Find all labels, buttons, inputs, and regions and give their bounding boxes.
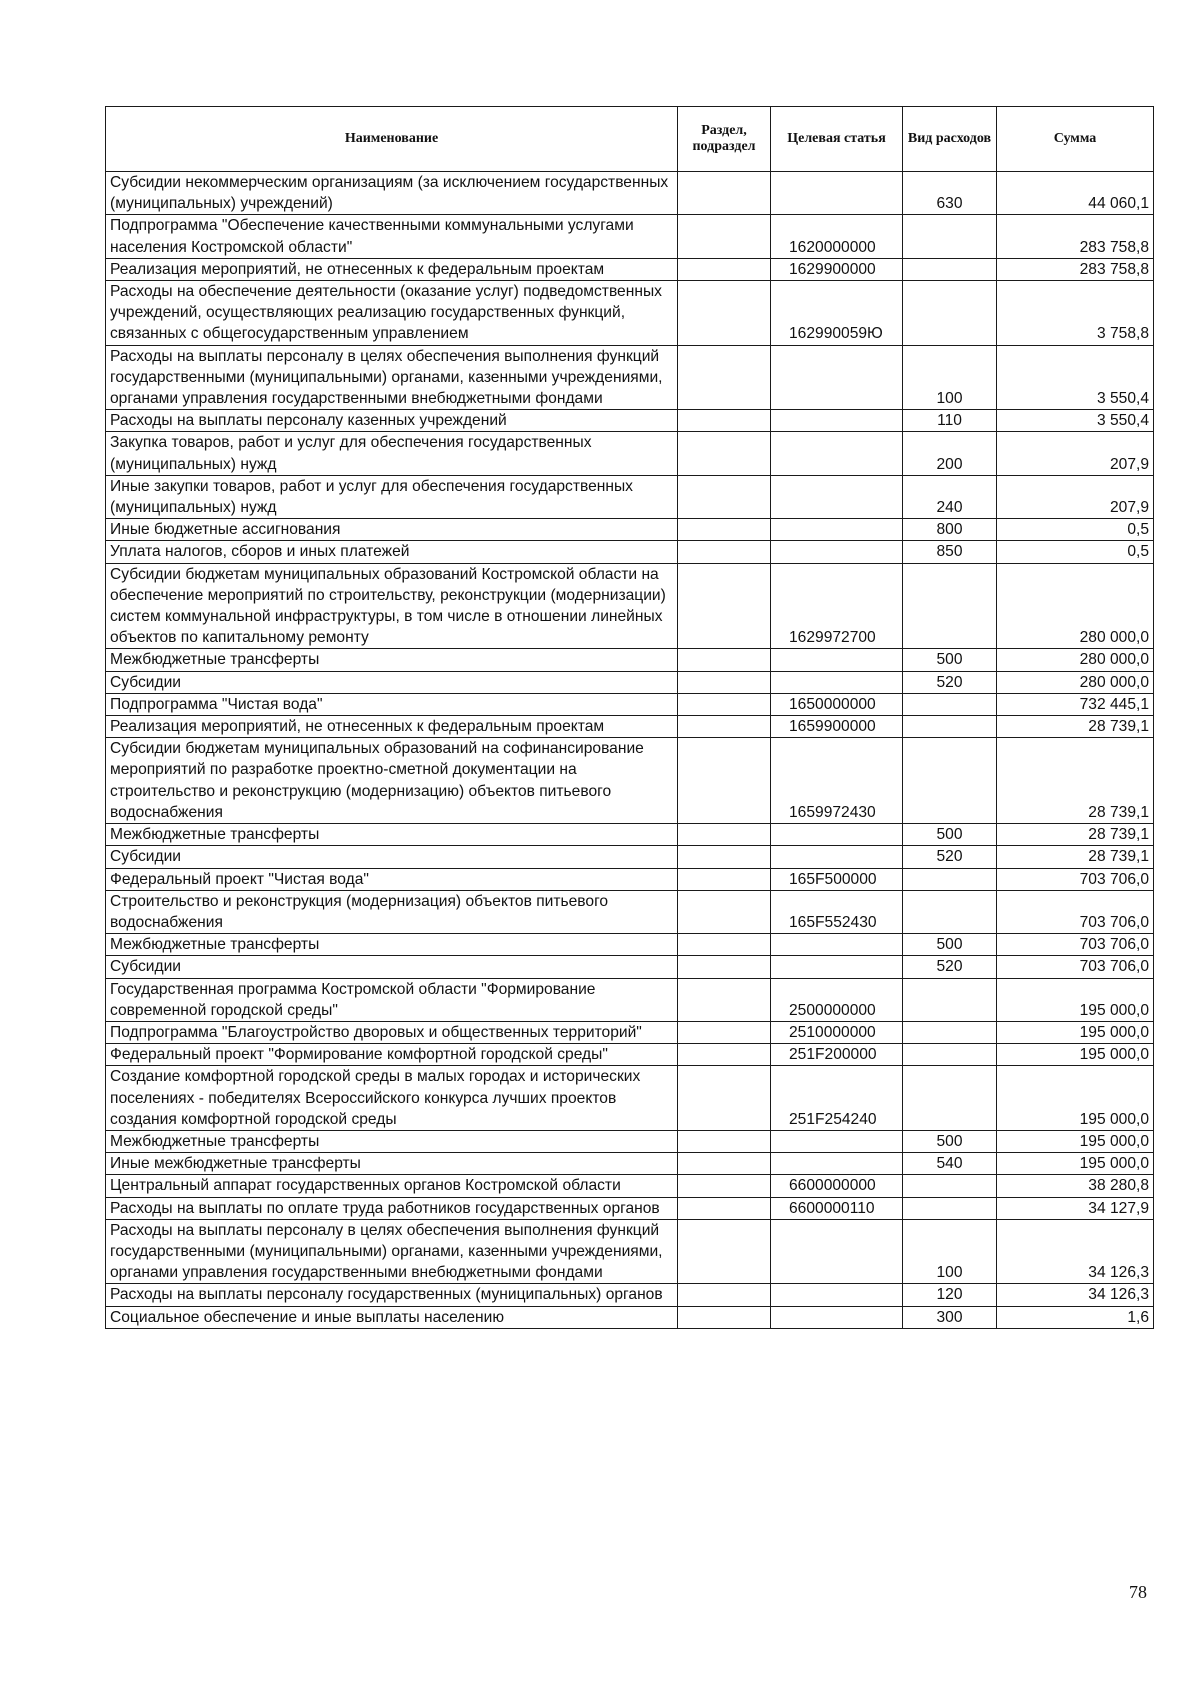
- cell-target: 1629900000: [771, 258, 903, 280]
- table-row: [106, 649, 1154, 671]
- table-row: [106, 716, 1154, 738]
- cell-target: [771, 846, 903, 868]
- cell-section: [678, 649, 771, 671]
- table-row: [106, 281, 1154, 346]
- cell-kind: [903, 1021, 997, 1043]
- table-row: [106, 215, 1154, 258]
- cell-sum: 732 445,1: [997, 693, 1154, 715]
- cell-target: 2510000000: [771, 1021, 903, 1043]
- table-row: [106, 1197, 1154, 1219]
- cell-target: [771, 345, 903, 410]
- cell-name: Подпрограмма "Обеспечение качественными коммунальными услугами населения Костромской области": [106, 215, 678, 258]
- cell-section: [678, 956, 771, 978]
- cell-kind: [903, 716, 997, 738]
- table-row: [106, 868, 1154, 890]
- cell-kind: [903, 978, 997, 1021]
- cell-target: [771, 649, 903, 671]
- cell-target: [771, 475, 903, 518]
- cell-target: [771, 934, 903, 956]
- cell-sum: 3 550,4: [997, 345, 1154, 410]
- cell-target: 165F500000: [771, 868, 903, 890]
- table-row: [106, 410, 1154, 432]
- cell-name: Субсидии: [106, 846, 678, 868]
- cell-name: Межбюджетные трансферты: [106, 934, 678, 956]
- cell-name: Расходы на выплаты персоналу в целях обеспечения выполнения функций государственными (муниципальными) органами, казенными учреждениями, органами управления государственными внебюджетными фондами: [106, 1219, 678, 1284]
- cell-target: [771, 671, 903, 693]
- cell-section: [678, 519, 771, 541]
- cell-name: Субсидии некоммерческим организациям (за исключением государственных (муниципальных) учреждений): [106, 172, 678, 215]
- cell-sum: 34 126,3: [997, 1284, 1154, 1306]
- table-row: [106, 1306, 1154, 1328]
- cell-sum: 207,9: [997, 475, 1154, 518]
- cell-target: [771, 1153, 903, 1175]
- cell-target: [771, 956, 903, 978]
- cell-section: [678, 475, 771, 518]
- cell-kind: [903, 281, 997, 346]
- cell-kind: 500: [903, 1130, 997, 1152]
- cell-section: [678, 1130, 771, 1152]
- cell-target: [771, 410, 903, 432]
- budget-table: [105, 106, 1154, 1329]
- cell-name: Расходы на выплаты персоналу государственных (муниципальных) органов: [106, 1284, 678, 1306]
- cell-section: [678, 1044, 771, 1066]
- header-target: Целевая статья: [771, 107, 903, 172]
- table-row: [106, 1021, 1154, 1043]
- cell-section: [678, 846, 771, 868]
- cell-kind: 240: [903, 475, 997, 518]
- cell-name: Иные бюджетные ассигнования: [106, 519, 678, 541]
- cell-section: [678, 1175, 771, 1197]
- table-row: [106, 890, 1154, 933]
- cell-name: Расходы на выплаты по оплате труда работников государственных органов: [106, 1197, 678, 1219]
- cell-sum: 0,5: [997, 541, 1154, 563]
- cell-target: [771, 519, 903, 541]
- cell-section: [678, 824, 771, 846]
- cell-name: Межбюджетные трансферты: [106, 649, 678, 671]
- cell-sum: 3 550,4: [997, 410, 1154, 432]
- cell-name: Межбюджетные трансферты: [106, 1130, 678, 1152]
- cell-section: [678, 541, 771, 563]
- cell-sum: 195 000,0: [997, 1066, 1154, 1131]
- cell-section: [678, 671, 771, 693]
- cell-sum: 207,9: [997, 432, 1154, 475]
- cell-name: Субсидии бюджетам муниципальных образований на софинансирование мероприятий по разработке проектно-сметной документации на строительство и реконструкцию (модернизацию) объектов питьевого водоснабжения: [106, 738, 678, 824]
- cell-name: Расходы на выплаты персоналу в целях обеспечения выполнения функций государственными (муниципальными) органами, казенными учреждениями, органами управления государственными внебюджетными фондами: [106, 345, 678, 410]
- cell-name: Расходы на обеспечение деятельности (оказание услуг) подведомственных учреждений, осуществляющих реализацию государственных функций, связанных с общегосударственным управлением: [106, 281, 678, 346]
- cell-section: [678, 1284, 771, 1306]
- cell-kind: [903, 890, 997, 933]
- cell-target: 1659972430: [771, 738, 903, 824]
- table-row: [106, 258, 1154, 280]
- cell-kind: [903, 1044, 997, 1066]
- cell-name: Межбюджетные трансферты: [106, 824, 678, 846]
- cell-name: Иные межбюджетные трансферты: [106, 1153, 678, 1175]
- cell-section: [678, 890, 771, 933]
- cell-sum: 0,5: [997, 519, 1154, 541]
- cell-target: 165F552430: [771, 890, 903, 933]
- cell-sum: 34 127,9: [997, 1197, 1154, 1219]
- cell-kind: 850: [903, 541, 997, 563]
- cell-sum: 28 739,1: [997, 716, 1154, 738]
- cell-section: [678, 410, 771, 432]
- cell-kind: 800: [903, 519, 997, 541]
- cell-name: Федеральный проект "Формирование комфортной городской среды": [106, 1044, 678, 1066]
- cell-kind: 500: [903, 934, 997, 956]
- cell-name: Федеральный проект "Чистая вода": [106, 868, 678, 890]
- cell-section: [678, 1306, 771, 1328]
- table-row: [106, 934, 1154, 956]
- cell-target: 1650000000: [771, 693, 903, 715]
- cell-name: Социальное обеспечение и иные выплаты населению: [106, 1306, 678, 1328]
- cell-section: [678, 1197, 771, 1219]
- cell-sum: 195 000,0: [997, 1021, 1154, 1043]
- cell-kind: 520: [903, 956, 997, 978]
- cell-section: [678, 1021, 771, 1043]
- table-row: [106, 475, 1154, 518]
- page-number: 78: [1129, 1582, 1147, 1602]
- header-name: Наименование: [106, 107, 678, 172]
- cell-kind: [903, 868, 997, 890]
- cell-target: 2500000000: [771, 978, 903, 1021]
- table-row: [106, 824, 1154, 846]
- cell-name: Субсидии: [106, 671, 678, 693]
- table-row: [106, 671, 1154, 693]
- cell-sum: 703 706,0: [997, 890, 1154, 933]
- cell-sum: 195 000,0: [997, 978, 1154, 1021]
- cell-target: [771, 541, 903, 563]
- table-row: [106, 978, 1154, 1021]
- cell-sum: 280 000,0: [997, 563, 1154, 649]
- cell-sum: 28 739,1: [997, 824, 1154, 846]
- cell-sum: 283 758,8: [997, 215, 1154, 258]
- header-section: Раздел, подраздел: [678, 107, 771, 172]
- table-row: [106, 1219, 1154, 1284]
- cell-name: Субсидии: [106, 956, 678, 978]
- cell-section: [678, 281, 771, 346]
- cell-kind: 100: [903, 1219, 997, 1284]
- cell-section: [678, 1219, 771, 1284]
- cell-sum: 703 706,0: [997, 868, 1154, 890]
- cell-section: [678, 563, 771, 649]
- cell-kind: 110: [903, 410, 997, 432]
- table-body: [106, 172, 1154, 1329]
- cell-kind: 520: [903, 671, 997, 693]
- cell-name: Подпрограмма "Благоустройство дворовых и общественных территорий": [106, 1021, 678, 1043]
- table-row: [106, 846, 1154, 868]
- header-sum: Сумма: [997, 107, 1154, 172]
- cell-name: Расходы на выплаты персоналу казенных учреждений: [106, 410, 678, 432]
- cell-kind: [903, 215, 997, 258]
- table-row: [106, 1175, 1154, 1197]
- cell-sum: 195 000,0: [997, 1130, 1154, 1152]
- table-row: [106, 563, 1154, 649]
- cell-kind: [903, 1066, 997, 1131]
- cell-kind: 630: [903, 172, 997, 215]
- cell-section: [678, 172, 771, 215]
- cell-name: Уплата налогов, сборов и иных платежей: [106, 541, 678, 563]
- cell-name: Создание комфортной городской среды в малых городах и исторических поселениях - победителях Всероссийского конкурса лучших проектов создания комфортной городской среды: [106, 1066, 678, 1131]
- cell-target: [771, 1130, 903, 1152]
- cell-section: [678, 693, 771, 715]
- cell-target: 1659900000: [771, 716, 903, 738]
- cell-sum: 3 758,8: [997, 281, 1154, 346]
- cell-target: [771, 172, 903, 215]
- cell-kind: [903, 738, 997, 824]
- cell-sum: 703 706,0: [997, 934, 1154, 956]
- cell-sum: 280 000,0: [997, 649, 1154, 671]
- cell-target: 6600000000: [771, 1175, 903, 1197]
- cell-section: [678, 432, 771, 475]
- cell-target: 6600000110: [771, 1197, 903, 1219]
- cell-name: Подпрограмма "Чистая вода": [106, 693, 678, 715]
- cell-target: 251F200000: [771, 1044, 903, 1066]
- cell-sum: 34 126,3: [997, 1219, 1154, 1284]
- cell-target: [771, 824, 903, 846]
- cell-target: 1620000000: [771, 215, 903, 258]
- header-kind: Вид расходов: [903, 107, 997, 172]
- table-header-row: [106, 107, 1154, 172]
- cell-name: Центральный аппарат государственных органов Костромской области: [106, 1175, 678, 1197]
- cell-name: Закупка товаров, работ и услуг для обеспечения государственных (муниципальных) нужд: [106, 432, 678, 475]
- cell-section: [678, 868, 771, 890]
- cell-section: [678, 738, 771, 824]
- cell-sum: 195 000,0: [997, 1153, 1154, 1175]
- table-row: [106, 1153, 1154, 1175]
- table-row: [106, 432, 1154, 475]
- cell-kind: [903, 258, 997, 280]
- cell-target: [771, 1306, 903, 1328]
- cell-kind: 120: [903, 1284, 997, 1306]
- cell-sum: 1,6: [997, 1306, 1154, 1328]
- table-row: [106, 693, 1154, 715]
- table-row: [106, 541, 1154, 563]
- cell-target: [771, 1219, 903, 1284]
- cell-sum: 703 706,0: [997, 956, 1154, 978]
- cell-section: [678, 934, 771, 956]
- table-row: [106, 345, 1154, 410]
- cell-sum: 44 060,1: [997, 172, 1154, 215]
- cell-sum: 280 000,0: [997, 671, 1154, 693]
- cell-target: [771, 1284, 903, 1306]
- cell-name: Иные закупки товаров, работ и услуг для обеспечения государственных (муниципальных) нужд: [106, 475, 678, 518]
- cell-sum: 28 739,1: [997, 738, 1154, 824]
- cell-kind: [903, 1175, 997, 1197]
- table-row: [106, 519, 1154, 541]
- cell-section: [678, 258, 771, 280]
- cell-kind: 200: [903, 432, 997, 475]
- cell-target: 1629972700: [771, 563, 903, 649]
- cell-section: [678, 978, 771, 1021]
- cell-section: [678, 1066, 771, 1131]
- cell-name: Реализация мероприятий, не отнесенных к федеральным проектам: [106, 258, 678, 280]
- cell-section: [678, 345, 771, 410]
- cell-kind: 540: [903, 1153, 997, 1175]
- table-row: [106, 1066, 1154, 1131]
- cell-name: Строительство и реконструкция (модернизация) объектов питьевого водоснабжения: [106, 890, 678, 933]
- table-row: [106, 172, 1154, 215]
- cell-kind: 500: [903, 649, 997, 671]
- cell-kind: 300: [903, 1306, 997, 1328]
- cell-kind: 100: [903, 345, 997, 410]
- cell-kind: [903, 563, 997, 649]
- cell-section: [678, 1153, 771, 1175]
- cell-target: 251F254240: [771, 1066, 903, 1131]
- table-row: [106, 1130, 1154, 1152]
- cell-sum: 28 739,1: [997, 846, 1154, 868]
- cell-sum: 283 758,8: [997, 258, 1154, 280]
- cell-kind: 520: [903, 846, 997, 868]
- table-row: [106, 956, 1154, 978]
- table-row: [106, 1284, 1154, 1306]
- cell-name: Реализация мероприятий, не отнесенных к федеральным проектам: [106, 716, 678, 738]
- cell-name: Субсидии бюджетам муниципальных образований Костромской области на обеспечение мероприятий по строительству, реконструкции (модернизации) систем коммунальной инфраструктуры, в том числе в отношении линейных объектов по капитальному ремонту: [106, 563, 678, 649]
- cell-kind: 500: [903, 824, 997, 846]
- cell-target: 162990059Ю: [771, 281, 903, 346]
- cell-kind: [903, 1197, 997, 1219]
- cell-target: [771, 432, 903, 475]
- table-row: [106, 738, 1154, 824]
- budget-sheet: [105, 106, 1153, 1329]
- cell-name: Государственная программа Костромской области "Формирование современной городской среды": [106, 978, 678, 1021]
- cell-sum: 195 000,0: [997, 1044, 1154, 1066]
- cell-section: [678, 215, 771, 258]
- cell-kind: [903, 693, 997, 715]
- cell-section: [678, 716, 771, 738]
- table-row: [106, 1044, 1154, 1066]
- cell-sum: 38 280,8: [997, 1175, 1154, 1197]
